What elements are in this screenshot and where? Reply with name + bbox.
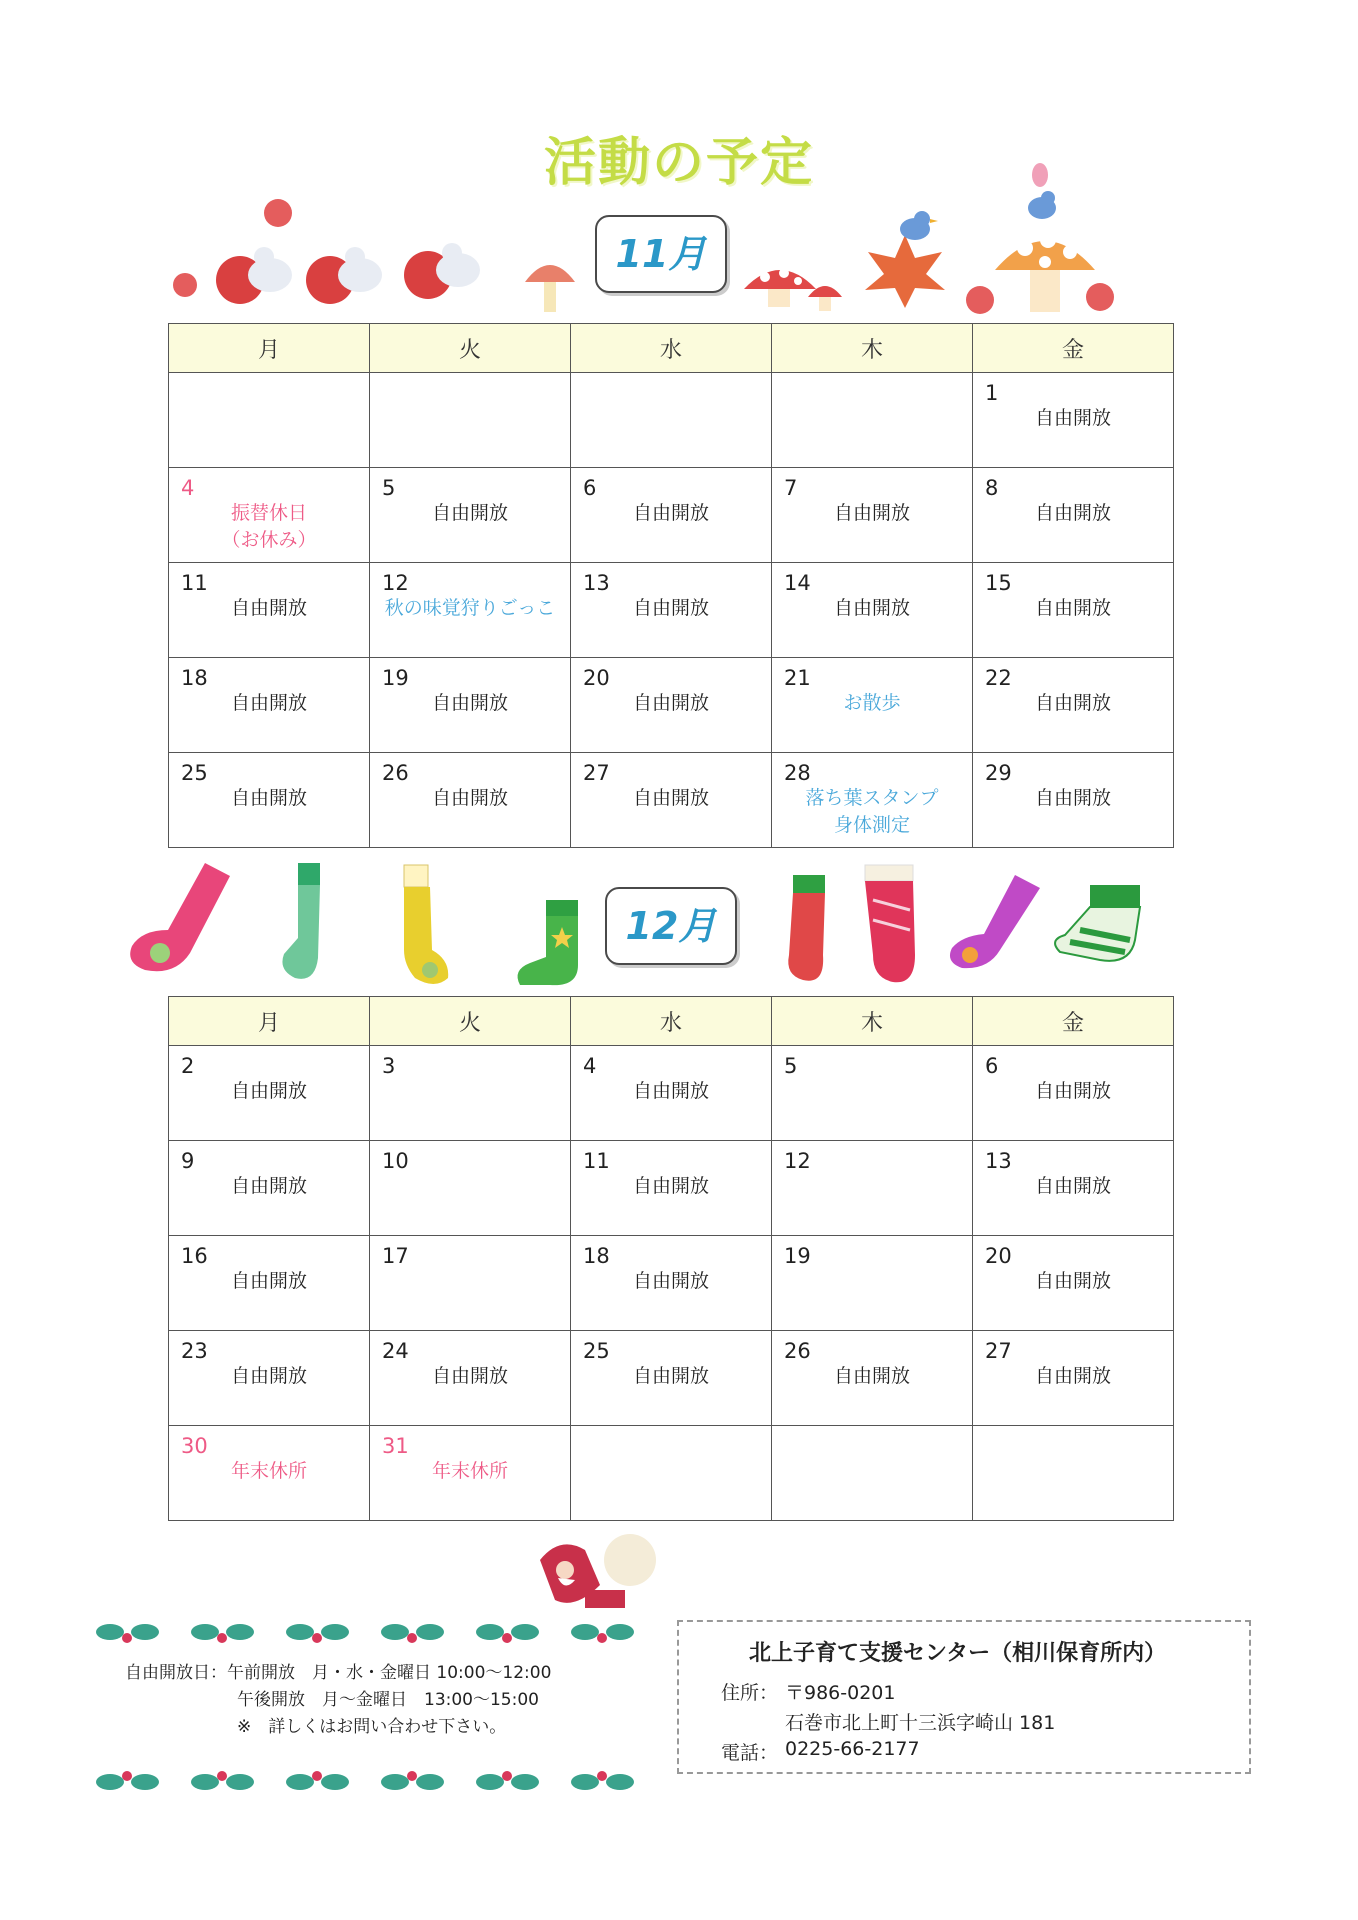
day-number: 22 [985, 666, 1012, 690]
day-number: 18 [181, 666, 208, 690]
day-cell [370, 753, 571, 848]
day-number: 16 [181, 1244, 208, 1268]
week-row [169, 1141, 1174, 1236]
day-event: 自由開放 [230, 597, 307, 619]
day-cell [973, 373, 1174, 468]
day-number: 20 [985, 1244, 1012, 1268]
week-row [169, 468, 1174, 563]
day-cell [370, 1236, 571, 1331]
day-cell [169, 753, 370, 848]
week-row [169, 1426, 1174, 1521]
december-month-label: 12月 [605, 887, 737, 965]
stocking-icon [390, 860, 460, 990]
day-cell [169, 1426, 370, 1521]
day-cell [772, 1141, 973, 1236]
day-event: 自由開放 [230, 1365, 307, 1387]
day-event: 自由開放 [1034, 1080, 1111, 1102]
day-number: 5 [382, 476, 396, 500]
day-cell [973, 563, 1174, 658]
bird-icon [1010, 160, 1070, 230]
day-number: 20 [583, 666, 610, 690]
day-cell [370, 468, 571, 563]
day-event: 振替休日 （お休み） [221, 502, 317, 551]
november-month-label: 11月 [595, 215, 727, 293]
holly-icon [95, 1762, 635, 1802]
notes-line-1: 自由開放日：午前開放 月・水・金曜日 10:00～12:00 [125, 1663, 552, 1683]
day-cell [169, 1236, 370, 1331]
day-event: 自由開放 [632, 787, 709, 809]
day-event: 自由開放 [1034, 407, 1111, 429]
stocking-icon [1040, 880, 1150, 970]
day-cell [169, 1141, 370, 1236]
day-cell [571, 1426, 772, 1521]
weekday-header: 月 [169, 997, 370, 1046]
day-event: 自由開放 [431, 502, 508, 524]
day-cell [169, 563, 370, 658]
day-event: 自由開放 [431, 1365, 508, 1387]
weekday-header: 水 [571, 997, 772, 1046]
day-cell [370, 1046, 571, 1141]
december-calendar [168, 996, 1174, 1521]
day-event: 年末休所 [431, 1460, 508, 1482]
day-number: 9 [181, 1149, 195, 1173]
week-row [169, 753, 1174, 848]
day-cell [169, 1046, 370, 1141]
opening-hours-notes [125, 1660, 551, 1741]
week-row [169, 1331, 1174, 1426]
day-cell [370, 373, 571, 468]
day-cell [772, 468, 973, 563]
day-event: 自由開放 [632, 1080, 709, 1102]
day-number: 10 [382, 1149, 409, 1173]
week-row [169, 1046, 1174, 1141]
day-event: 自由開放 [833, 1365, 910, 1387]
stocking-icon [120, 858, 240, 978]
day-cell [571, 658, 772, 753]
week-row [169, 563, 1174, 658]
day-event: 自由開放 [1034, 1365, 1111, 1387]
day-number: 13 [985, 1149, 1012, 1173]
day-event: 秋の味覚狩りごっこ [384, 597, 556, 619]
day-number: 19 [784, 1244, 811, 1268]
day-number: 4 [181, 476, 195, 500]
day-cell [370, 563, 571, 658]
day-number: 5 [784, 1054, 798, 1078]
day-number: 12 [382, 571, 409, 595]
day-cell [370, 1141, 571, 1236]
day-number: 29 [985, 761, 1012, 785]
day-cell [772, 658, 973, 753]
day-event: 自由開放 [230, 787, 307, 809]
day-event: 自由開放 [431, 787, 508, 809]
weekday-header: 木 [772, 324, 973, 373]
stocking-icon [510, 895, 590, 990]
page-title: 活動の予定 [543, 133, 814, 193]
day-cell [772, 1236, 973, 1331]
weekday-header: 木 [772, 997, 973, 1046]
day-event: 自由開放 [632, 1270, 709, 1292]
stocking-icon [270, 858, 340, 988]
day-number: 25 [181, 761, 208, 785]
day-number: 17 [382, 1244, 409, 1268]
day-cell [772, 373, 973, 468]
day-cell [169, 468, 370, 563]
day-number: 7 [784, 476, 798, 500]
day-cell [571, 1331, 772, 1426]
day-event: お散歩 [843, 692, 901, 714]
day-event: 自由開放 [632, 597, 709, 619]
center-name: 北上子育て支援センター（相川保育所内） [749, 1641, 1167, 1666]
mushroom-icon [520, 250, 580, 320]
day-number: 31 [382, 1434, 409, 1458]
phone-label: 電話： [721, 1742, 779, 1764]
notes-line-2: 午後開放 月～金曜日 13:00～15:00 [237, 1690, 539, 1710]
day-cell [571, 1141, 772, 1236]
weekday-header-row [169, 997, 1174, 1046]
day-cell [169, 1331, 370, 1426]
day-event: 自由開放 [1034, 1175, 1111, 1197]
weekday-header: 火 [370, 997, 571, 1046]
week-row [169, 658, 1174, 753]
weekday-header: 金 [973, 997, 1174, 1046]
day-number: 12 [784, 1149, 811, 1173]
day-number: 28 [784, 761, 811, 785]
day-number: 26 [784, 1339, 811, 1363]
stocking-icon [855, 860, 935, 990]
weekday-header: 火 [370, 324, 571, 373]
day-number: 18 [583, 1244, 610, 1268]
day-cell [571, 753, 772, 848]
day-event: 年末休所 [230, 1460, 307, 1482]
stocking-icon [775, 870, 845, 990]
day-number: 19 [382, 666, 409, 690]
day-event: 自由開放 [632, 1175, 709, 1197]
day-number: 21 [784, 666, 811, 690]
mushroom-icon [805, 275, 845, 315]
day-event: 自由開放 [632, 1365, 709, 1387]
day-cell [973, 1331, 1174, 1426]
day-event: 自由開放 [1034, 692, 1111, 714]
day-number: 14 [784, 571, 811, 595]
weekday-header-row [169, 324, 1174, 373]
week-row [169, 373, 1174, 468]
day-number: 11 [181, 571, 208, 595]
postal-code: 〒986-0201 [785, 1682, 896, 1704]
day-number: 15 [985, 571, 1012, 595]
day-cell [772, 1331, 973, 1426]
day-event: 自由開放 [1034, 597, 1111, 619]
day-cell [772, 1426, 973, 1521]
day-number: 1 [985, 381, 999, 405]
apple-icon [960, 275, 1120, 320]
day-event: 落ち葉スタンプ 身体測定 [805, 787, 939, 836]
day-number: 11 [583, 1149, 610, 1173]
day-cell [571, 563, 772, 658]
day-event: 自由開放 [1034, 502, 1111, 524]
phone-number: 0225-66-2177 [785, 1738, 920, 1760]
day-event: 自由開放 [230, 692, 307, 714]
day-number: 25 [583, 1339, 610, 1363]
weekday-header: 水 [571, 324, 772, 373]
day-cell [772, 753, 973, 848]
day-event: 自由開放 [632, 502, 709, 524]
weekday-header: 金 [973, 324, 1174, 373]
day-cell [973, 1141, 1174, 1236]
day-cell [571, 373, 772, 468]
day-number: 30 [181, 1434, 208, 1458]
day-number: 2 [181, 1054, 195, 1078]
day-cell [370, 1331, 571, 1426]
day-cell [772, 1046, 973, 1141]
day-cell [973, 753, 1174, 848]
day-number: 8 [985, 476, 999, 500]
day-cell [169, 373, 370, 468]
day-event: 自由開放 [230, 1175, 307, 1197]
day-cell [571, 468, 772, 563]
day-number: 6 [985, 1054, 999, 1078]
day-number: 4 [583, 1054, 597, 1078]
day-cell [571, 1236, 772, 1331]
day-cell [370, 1426, 571, 1521]
day-event: 自由開放 [230, 1080, 307, 1102]
day-cell [973, 1426, 1174, 1521]
day-cell [973, 1236, 1174, 1331]
stocking-icon [940, 870, 1050, 980]
day-number: 3 [382, 1054, 396, 1078]
day-cell [973, 1046, 1174, 1141]
november-calendar [168, 323, 1174, 848]
day-event: 自由開放 [1034, 1270, 1111, 1292]
day-number: 27 [583, 761, 610, 785]
day-cell [571, 1046, 772, 1141]
day-cell [973, 468, 1174, 563]
day-number: 24 [382, 1339, 409, 1363]
day-event: 自由開放 [632, 692, 709, 714]
day-event: 自由開放 [1034, 787, 1111, 809]
contact-box [677, 1620, 1251, 1774]
day-event: 自由開放 [431, 692, 508, 714]
day-event: 自由開放 [230, 1270, 307, 1292]
day-number: 6 [583, 476, 597, 500]
day-event: 自由開放 [833, 597, 910, 619]
apple-mouse-icon [160, 185, 520, 315]
weekday-header: 月 [169, 324, 370, 373]
day-number: 26 [382, 761, 409, 785]
week-row [169, 1236, 1174, 1331]
day-event: 自由開放 [833, 502, 910, 524]
day-cell [370, 658, 571, 753]
day-number: 23 [181, 1339, 208, 1363]
day-cell [772, 563, 973, 658]
bird-icon [890, 205, 940, 245]
day-number: 27 [985, 1339, 1012, 1363]
address: 石巻市北上町十三浜字崎山 181 [785, 1712, 1056, 1734]
notes-line-3: ※ 詳しくはお問い合わせ下さい。 [237, 1717, 507, 1737]
holly-icon [95, 1612, 635, 1652]
address-label: 住所： [721, 1682, 779, 1704]
day-cell [973, 658, 1174, 753]
day-number: 13 [583, 571, 610, 595]
day-cell [169, 658, 370, 753]
